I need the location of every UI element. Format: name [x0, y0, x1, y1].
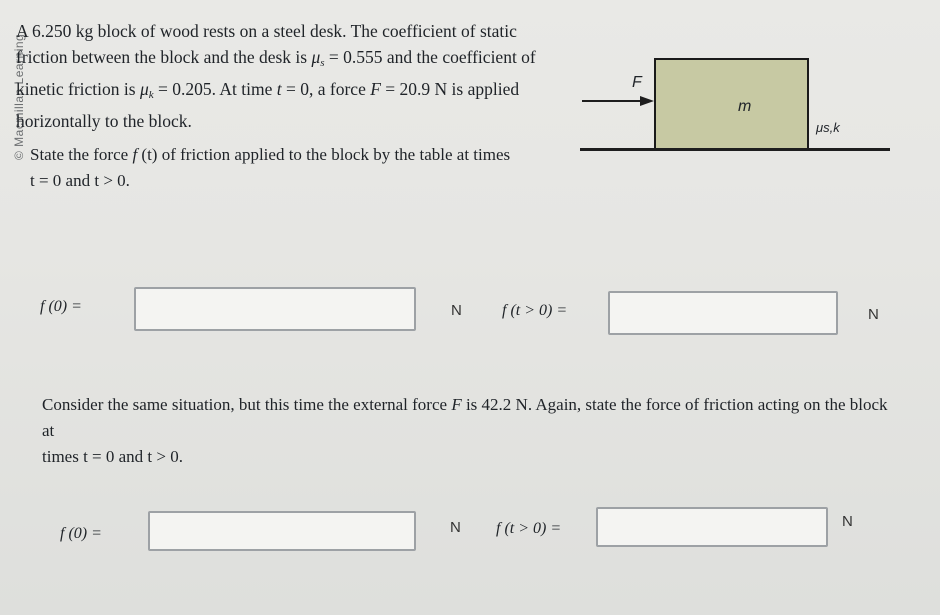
part2-unit-1: N: [450, 519, 461, 536]
mass-label: m: [738, 98, 752, 115]
problem-line-4: horizontally to the block.: [16, 111, 192, 131]
question-line-1-text: State the force: [30, 145, 133, 164]
t-symbol: t: [276, 79, 282, 99]
part1-f0-input[interactable]: [134, 287, 416, 331]
desk-surface: [580, 148, 890, 151]
question-line-1-end: (t) of friction applied to the block by the table at times: [137, 145, 511, 164]
part2-ft-label: f (t > 0) =: [496, 520, 562, 537]
part2-f0-input[interactable]: [148, 511, 416, 551]
part2-ft-input[interactable]: [596, 507, 828, 547]
part1-unit-1: N: [451, 302, 462, 319]
second-scenario-line-1-end: is 42.2 N. Again, state the force of friction acting on the block at: [42, 395, 888, 440]
problem-statement: [16, 18, 576, 134]
force-value: = 20.9 N is applied: [380, 79, 520, 99]
part1-ft-input[interactable]: [608, 291, 838, 335]
part2-f0-label: f (0) =: [60, 525, 102, 542]
mu-s-value: = 0.555 and the coefficient of: [324, 47, 536, 67]
problem-line-1: A 6.250 kg block of wood rests on a steel desk. The coefficient of static: [16, 21, 517, 41]
t-value: = 0, a force: [281, 79, 371, 99]
friction-symbol: f: [132, 145, 138, 164]
mu-s-subscript: s: [320, 57, 325, 69]
mu-s-symbol: μ: [311, 47, 321, 67]
second-scenario-line-2: times t = 0 and t > 0.: [42, 447, 183, 466]
second-force-symbol: F: [451, 395, 462, 414]
second-scenario-text: [42, 392, 902, 470]
question-line-1: [30, 142, 550, 168]
force-label: F: [632, 74, 642, 91]
problem-line-2-text: friction between the block and the desk is: [16, 47, 312, 67]
part1-ft-label: f (t > 0) =: [502, 302, 568, 319]
problem-line-3: [16, 76, 576, 108]
force-arrow-shaft: [582, 100, 646, 102]
second-scenario-line-1: [42, 392, 902, 444]
mu-k-subscript: k: [148, 89, 154, 101]
publisher-watermark: © Macmillan Learning: [12, 33, 26, 160]
wood-block: [654, 58, 809, 150]
force-symbol: F: [370, 79, 381, 99]
problem-line-2: [16, 44, 576, 76]
mu-k-value: = 0.205. At time: [153, 79, 277, 99]
mu-k-symbol: μ: [139, 79, 149, 99]
friction-coefficient-label: μs,k: [816, 120, 840, 135]
second-scenario-line-1-text: Consider the same situation, but this time the external force: [42, 395, 452, 414]
problem-line-3-text: kinetic friction is: [16, 79, 140, 99]
part1-f0-label: f (0) =: [40, 298, 82, 315]
part1-unit-2: N: [868, 306, 879, 323]
question-prompt: [30, 142, 550, 194]
question-line-2: t = 0 and t > 0.: [30, 171, 130, 190]
part2-unit-2: N: [842, 513, 853, 530]
